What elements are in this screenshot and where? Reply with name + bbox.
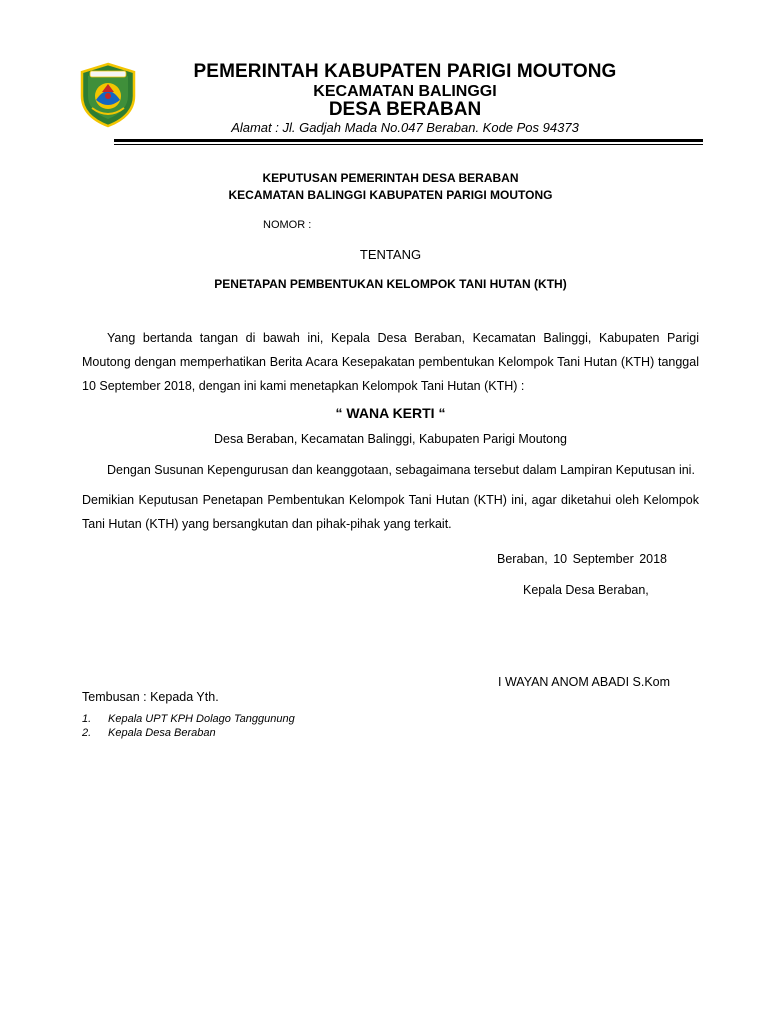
signature-name: I WAYAN ANOM ABADI S.Kom: [498, 675, 671, 689]
decree-subject: PENETAPAN PEMBENTUKAN KELOMPOK TANI HUTAN (KTH): [214, 277, 567, 291]
signature-title: Kepala Desa Beraban,: [523, 583, 649, 597]
letterhead-village: DESA BERABAN: [328, 99, 482, 120]
letterhead-divider-thick: [114, 139, 703, 142]
decree-title-line2: KECAMATAN BALINGGI KABUPATEN PARIGI MOUTONG: [228, 188, 553, 202]
body-paragraph-1: Yang bertanda tangan di bawah ini, Kepala Desa Beraban, Kecamatan Balinggi, Kabupaten Parigi Moutong dengan memperhatikan Berita Acara Kesepakatan pembentukan Kelompok Tani Hutan (KTH) tanggal 10 September 2018, dengan ini kami menetapkan Kelompok Tani Hutan (KTH) :: [82, 331, 699, 393]
list-item-number: 1.: [82, 713, 92, 725]
list-item: [82, 727, 295, 741]
group-location: Desa Beraban, Kecamatan Balinggi, Kabupaten Parigi Moutong: [213, 432, 567, 446]
decree-number: NOMOR :: [263, 219, 312, 231]
decree-title-line1: KEPUTUSAN PEMERINTAH DESA BERABAN: [262, 171, 519, 185]
group-name: “ WANA KERTI “: [335, 405, 446, 421]
letterhead-government: PEMERINTAH KABUPATEN PARIGI MOUTONG: [193, 61, 617, 82]
body-paragraph-2: Dengan Susunan Kepengurusan dan keanggotaan, sebagaimana tersebut dalam Lampiran Keputusan ini.: [107, 463, 695, 477]
copies-list: [82, 713, 295, 741]
letterhead-district: KECAMATAN BALINGGI: [313, 83, 497, 100]
regency-emblem-icon: [78, 62, 138, 128]
letterhead-divider-thin: [114, 144, 703, 145]
copies-label: Tembusan : Kepada Yth.: [82, 690, 219, 704]
list-item-text: Kepala Desa Beraban: [108, 727, 216, 739]
body-paragraph-3: Demikian Keputusan Penetapan Pembentukan Kelompok Tani Hutan (KTH) ini, agar diketahui oleh Kelompok Tani Hutan (KTH) yang bersangkutan dan pihak-pihak yang terkait.: [82, 493, 699, 531]
list-item: [82, 713, 295, 727]
list-item-number: 2.: [82, 727, 92, 739]
signature-place-date: Beraban, 10 September 2018: [497, 552, 668, 566]
list-item-text: Kepala UPT KPH Dolago Tanggunung: [108, 713, 295, 725]
decree-about-label: TENTANG: [359, 247, 422, 262]
letterhead-address: Alamat : Jl. Gadjah Mada No.047 Beraban. Kode Pos 94373: [231, 120, 579, 135]
